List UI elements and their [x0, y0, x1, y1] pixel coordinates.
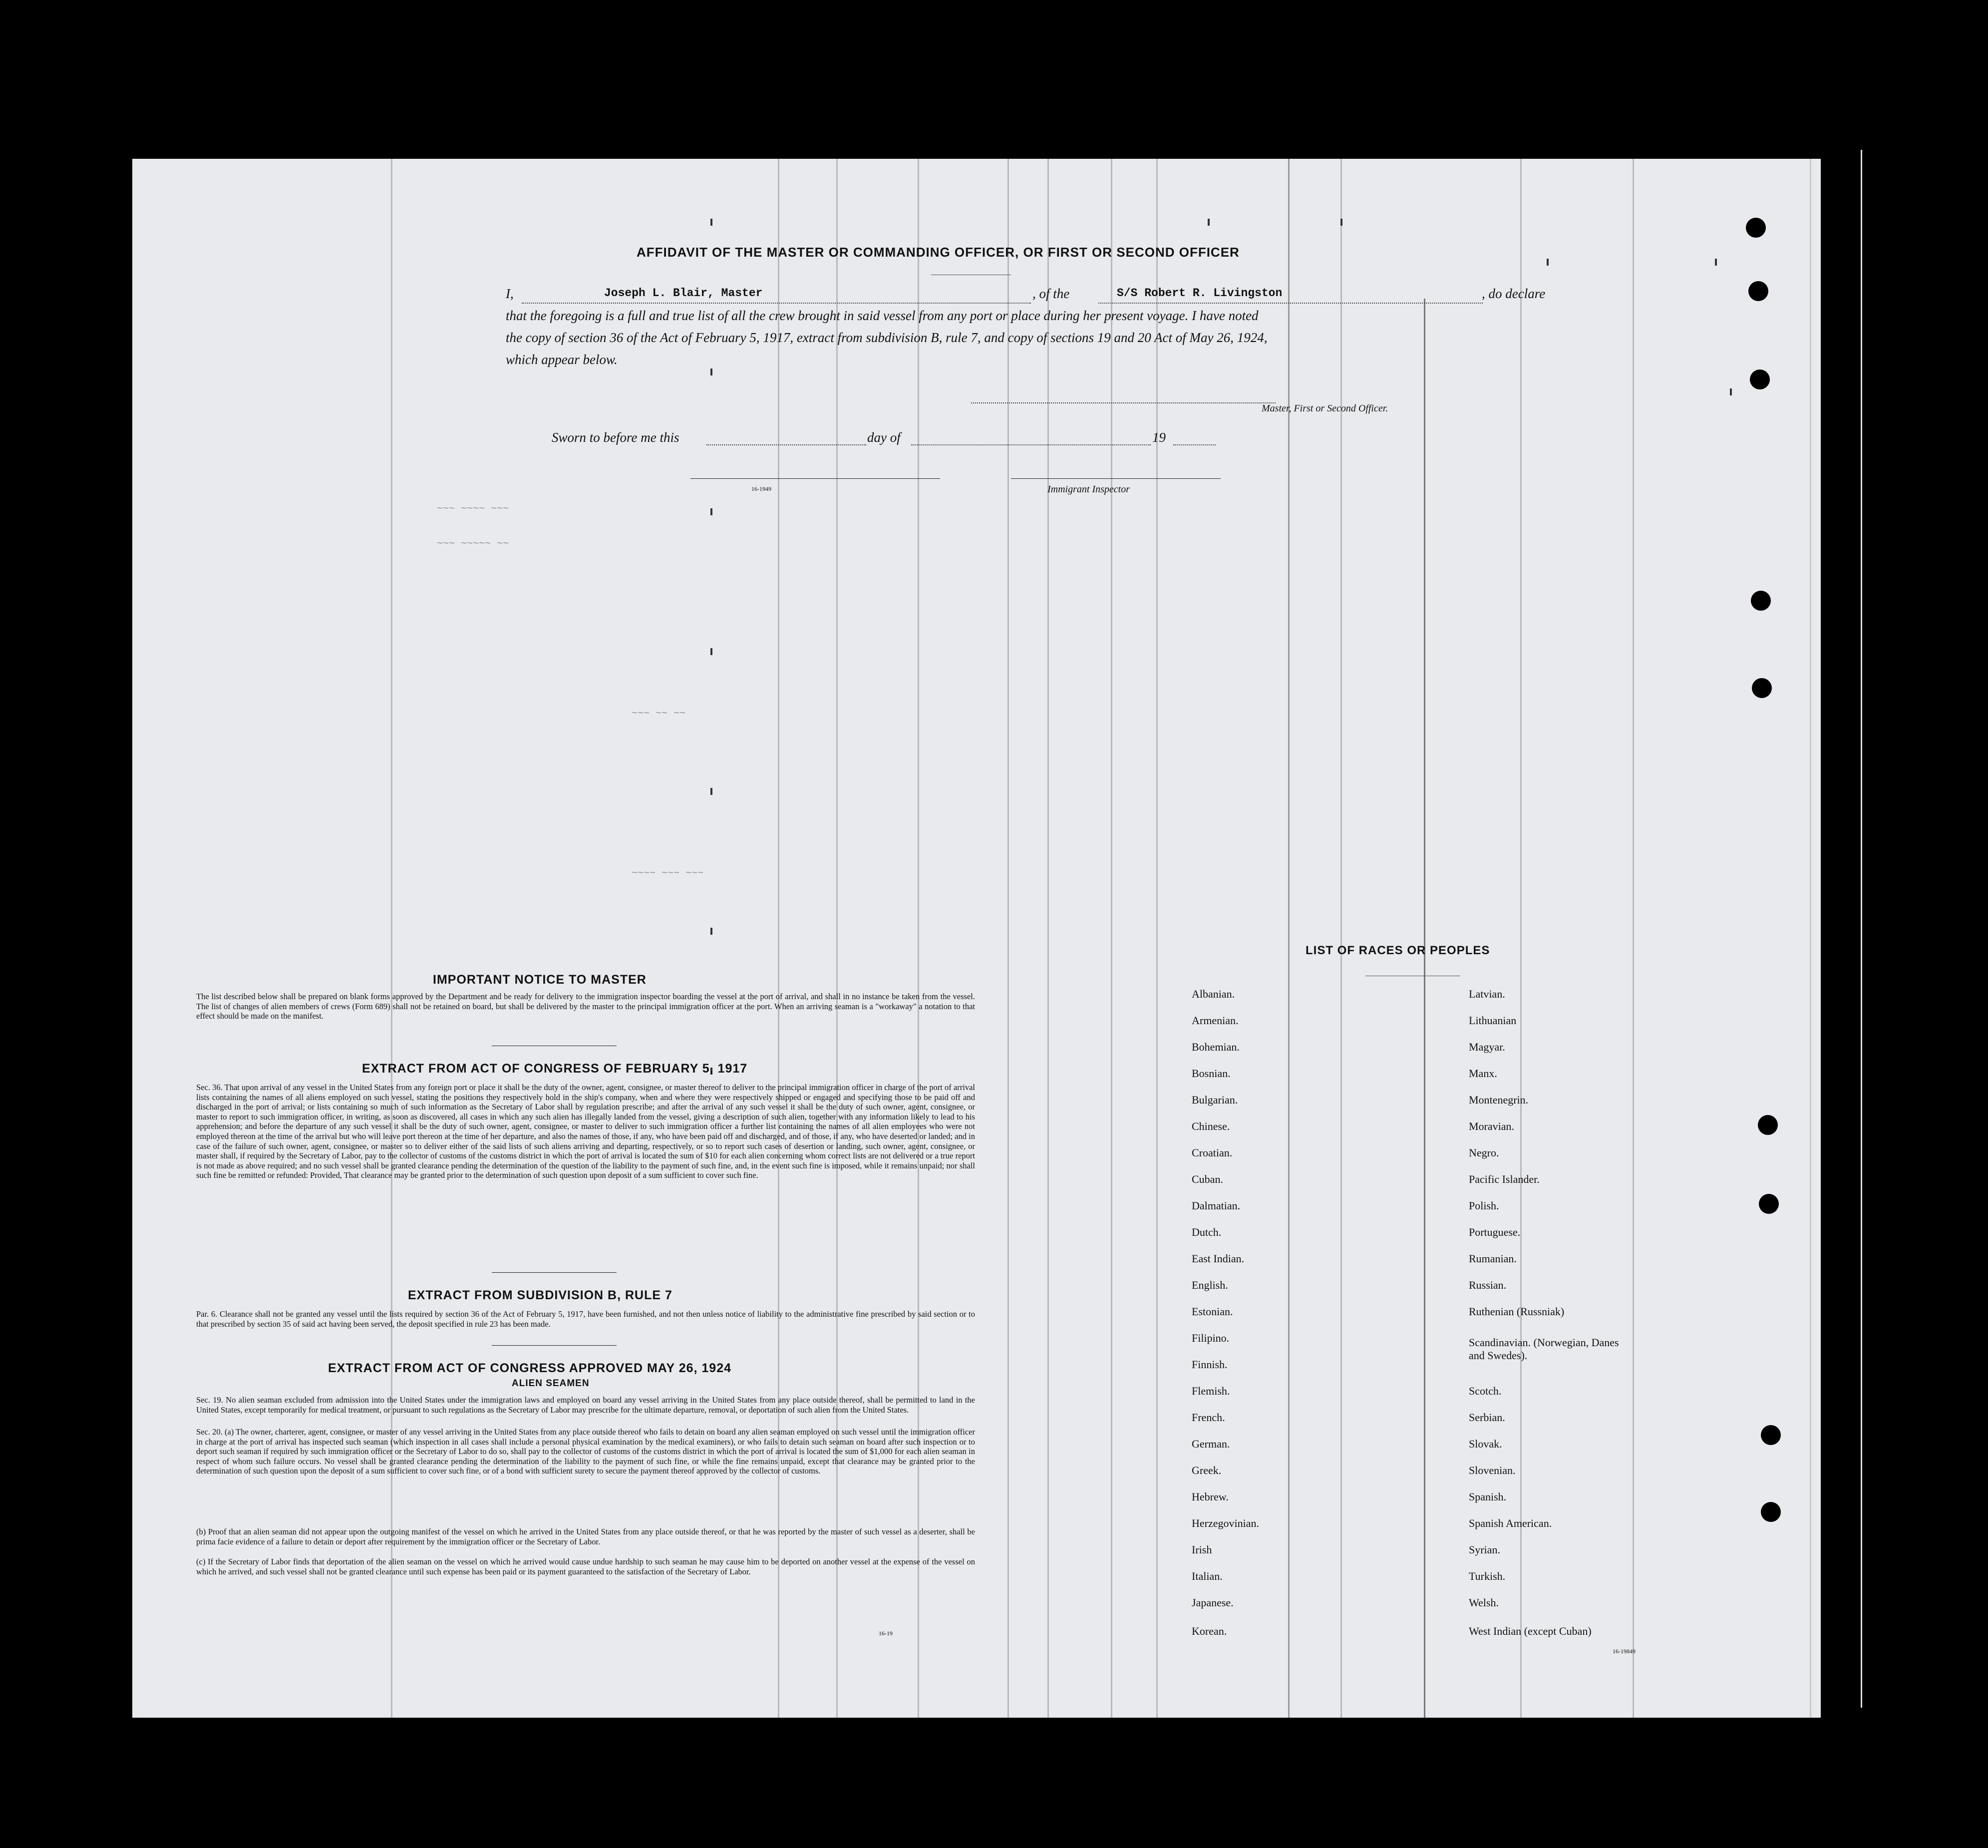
race-right-10: Portuguese. [1469, 1226, 1521, 1238]
bleed-text: ~~~~ ~~~ ~~~ [632, 868, 704, 879]
race-left-6: Chinese. [1192, 1120, 1230, 1132]
bleed-mark [1715, 259, 1717, 266]
race-left-11: East Indian. [1192, 1252, 1245, 1265]
bleed-mark [710, 648, 712, 655]
bleed-text: ~~~ ~~~~~ ~~ [437, 538, 509, 550]
bleed-text: ~~~ ~~ ~~ [632, 708, 686, 720]
declaration-line-3: the copy of section 36 of the Act of February 5, 1917, extract from subdivision B, rule 7, and copy of sections 19 and 20 Act of May 26, 1924, [506, 330, 1268, 345]
race-right-16: Serbian. [1469, 1411, 1505, 1424]
bleed-column-line [1633, 159, 1634, 1718]
race-left-10: Dutch. [1192, 1226, 1222, 1238]
race-left-16: Flemish. [1192, 1385, 1230, 1397]
punch-hole [1750, 370, 1770, 389]
race-left-5: Bulgarian. [1192, 1094, 1238, 1106]
race-right-3: Magyar. [1469, 1041, 1505, 1053]
extract-1924-sec19: Sec. 19. No alien seaman excluded from admission into the United States under the immigration laws and employed on board any vessel arriving in the United States from any place outside thereof, shall be permitted to land in the United States, except temporarily for medical treatment, or pursuant to such regulations as the Secretary of Labor may prescribe for the ultimate departure, removal, or deportation of such alien from the United States. [196, 1395, 975, 1415]
race-right-2: Lithuanian [1469, 1014, 1517, 1027]
do-declare-text: , do declare [1482, 286, 1546, 301]
race-left-3: Bohemian. [1192, 1041, 1240, 1053]
signature-line [971, 402, 1276, 403]
vessel-name: S/S Robert R. Livingston [1117, 287, 1283, 300]
edge-line [1861, 150, 1862, 1708]
bleed-column-line [1810, 159, 1811, 1718]
race-right-18: Slovenian. [1469, 1464, 1516, 1477]
bleed-column-line [836, 159, 838, 1718]
punch-hole [1758, 1115, 1778, 1135]
inspector-stamp-line [690, 478, 940, 479]
bleed-column-line [1047, 159, 1049, 1718]
extract-1924-sec20b: (b) Proof that an alien seaman did not appear upon the outgoing manifest of the vessel on which he arrived in the United States from any place outside thereof, or that he was reported by the master of such vessel as a deserter, shall be prima facie evidence of a failure to detain or deport after requirement by the immigration officer or the Secretary of Labor. [196, 1527, 975, 1546]
race-left-17: French. [1192, 1411, 1225, 1424]
bleed-column-line [1111, 159, 1112, 1718]
bleed-mark [710, 369, 712, 375]
inspector-signature-line [1011, 478, 1221, 479]
bleed-column-line [1340, 159, 1342, 1718]
vessel-blank-line [1098, 303, 1483, 304]
bleed-column-line [1288, 159, 1290, 1718]
extract-1924-sec20c: (c) If the Secretary of Labor finds that deportation of the alien seaman on the vessel on which he arrived would cause undue hardship to such seaman he may cause him to be deported on another vessel at the expense of the vessel on which he arrived, and such vessel shall not be granted clearance until such expense has been paid or its payment guaranteed to the satisfaction of the Secretary of Labor. [196, 1557, 975, 1576]
bleed-mark [710, 788, 712, 795]
extract-1917-heading: EXTRACT FROM ACT OF CONGRESS OF FEBRUARY 5, 1917 [362, 1062, 748, 1076]
punch-hole [1761, 1502, 1781, 1522]
bleed-mark [710, 928, 712, 935]
bleed-mark [710, 508, 712, 515]
race-right-17: Slovak. [1469, 1438, 1502, 1450]
notice-text: The list described below shall be prepared on blank forms approved by the Department and be ready for delivery to the immigration inspector boarding the vessel at the port of arrival, and shall in no instance be taken from the vessel. The list of changes of alien members of crews (Form 689) shall not be retained on board, but shall be delivered by the master to the principal immigration officer at the port. When an arriving seaman is a "workaway" a notation to that effect should be made on the manifest. [196, 992, 975, 1021]
punch-hole [1761, 1425, 1781, 1445]
race-right-6: Moravian. [1469, 1120, 1515, 1132]
race-left-8: Cuban. [1192, 1173, 1223, 1185]
race-right-24: West Indian (except Cuban) [1469, 1625, 1592, 1637]
bleed-column-line [918, 159, 919, 1718]
race-left-24: Japanese. [1192, 1596, 1234, 1609]
race-right-7: Negro. [1469, 1146, 1499, 1159]
punch-hole [1746, 218, 1766, 238]
extract-1924-heading: EXTRACT FROM ACT OF CONGRESS APPROVED MAY 26, 1924 [328, 1361, 732, 1375]
extract-1917-text: Sec. 36. That upon arrival of any vessel in the United States from any foreign port or place it shall be the duty of the owner, agent, consignee, or master thereof to deliver to the principal immigration officer in charge of the port of arrival lists containing the names of all aliens employed on such vessel, stating the positions they respectively hold in the ship's company, when and where they were respectively shipped or engaged and specifying those to be paid off and discharged in the port of arrival; or lists containing so much of such information as the Secretary of Labor shall by regulation prescribe; and after the arrival of any such vessel it shall be the duty of such owner, agent, consignee, or master to report to such immigration officer, in writing, as soon as discovered, all cases in which any such alien has illegally landed from the vessel, giving a description of such alien, together with any information likely to lead to his apprehension; and before the departure of any such vessel it shall be the duty of such owner, agent, consignee, or master to deliver to such immigration officer a further list containing the names of all alien employees who were not employed thereon at the time of the arrival but who will leave port thereon at the time of her departure, and also the names of those, if any, who have been paid off and discharged, and of those, if any, who have deserted or landed; and in case of the failure of such owner, agent, consignee, or master so to deliver either of the said lists of such aliens arriving and departing, respectively, or so to report such cases of desertion or landing, such owner, agent, consignee, or master shall, if required by the Secretary of Labor, pay to the collector of customs of the customs district in which the port of arrival is located the sum of $10 for each alien concerning whom correct lists are not delivered or a true report is not made as above required; and no such vessel shall be granted clearance pending the determination of the question of the liability to the payment of such fine, and, in the event such fine is imposed, while it remains unpaid; nor shall such fine be remitted or refunded: Provided, That clearance may be granted prior to the determination of such question upon deposit of a sum sufficient to cover such fine. [196, 1083, 975, 1180]
affidavit-form-number: 16-1949 [751, 485, 771, 492]
race-left-20: Hebrew. [1192, 1490, 1229, 1503]
of-the-text: , of the [1032, 286, 1070, 301]
race-left-14: Filipino. [1192, 1332, 1230, 1344]
race-right-9: Polish. [1469, 1199, 1499, 1212]
bleed-column-line [1156, 159, 1158, 1718]
race-right-11: Rumanian. [1469, 1252, 1517, 1265]
race-left-18: German. [1192, 1438, 1230, 1450]
race-left-9: Dalmatian. [1192, 1199, 1241, 1212]
extract-form-number: 16-19 [879, 1630, 893, 1637]
race-left-15: Finnish. [1192, 1358, 1228, 1371]
bleed-mark [710, 219, 712, 226]
race-right-19: Spanish. [1469, 1490, 1507, 1503]
race-left-19: Greek. [1192, 1464, 1222, 1477]
extract-rule7-text: Par. 6. Clearance shall not be granted any vessel until the lists required by section 36 of the Act of February 5, 1917, have been furnished, and not then unless notice of liability to the administrative fine prescribed by said section or to that prescribed by section 35 of said act having been served, the deposit specified in rule 23 has been made. [196, 1309, 975, 1329]
punch-hole [1752, 678, 1772, 698]
extract-1924-sec20a: Sec. 20. (a) The owner, charterer, agent, consignee, or master of any vessel arriving in the United States from any place outside thereof who fails to detain on board any alien seaman employed on such vessel until the immigration officer in charge at the port of arrival has inspected such seaman (which inspection in all cases shall include a personal physical examination by the medical examiners), or who fails to detain such seaman on board after such inspection or to deport such seaman if required by such immigration officer or the Secretary of Labor to do so, shall pay to the collector of customs of the customs district in which the port of arrival is located the sum of $1,000 for each alien seaman in respect of whom such failure occurs. No vessel shall be granted clearance pending the determination of the liability to the payment of such fine, or while the fine remains unpaid, except that clearance may be granted prior to the determination of such question upon the deposit of a sum sufficient to cover such fine, or of a bond with sufficient surety to secure the payment thereof approved by the collector of customs. [196, 1427, 975, 1476]
bleed-column-line [1424, 299, 1425, 1718]
bleed-mark [1340, 219, 1342, 226]
bleed-mark [1547, 259, 1549, 266]
races-form-number: 16-19849 [1613, 1648, 1636, 1655]
race-right-5: Montenegrin. [1469, 1094, 1529, 1106]
bleed-mark [1208, 219, 1210, 226]
signature-caption: Master, First or Second Officer. [1262, 403, 1388, 414]
race-left-7: Croatian. [1192, 1146, 1233, 1159]
bleed-column-line [778, 159, 779, 1718]
race-left-21: Herzegovinian. [1192, 1517, 1259, 1529]
race-right-23: Welsh. [1469, 1596, 1499, 1609]
race-left-4: Bosnian. [1192, 1067, 1231, 1080]
sworn-day-line [706, 444, 866, 445]
bleed-text: ~~~ ~~~~ ~~~ [437, 503, 509, 515]
year-text: 19 [1152, 430, 1166, 445]
race-left-25: Korean. [1192, 1625, 1227, 1637]
punch-hole [1751, 591, 1771, 611]
punch-hole [1759, 1194, 1779, 1214]
section-divider [492, 1345, 617, 1346]
bleed-column-line [391, 159, 392, 1718]
race-right-13: Ruthenian (Russniak) [1469, 1305, 1565, 1318]
race-left-23: Italian. [1192, 1570, 1223, 1582]
race-left-1: Albanian. [1192, 988, 1235, 1000]
declaration-line-2: that the foregoing is a full and true list of all the crew brought in said vessel from any port or place during her present voyage. I have noted [506, 308, 1259, 323]
race-right-22: Turkish. [1469, 1570, 1506, 1582]
alien-seamen-subheading: ALIEN SEAMEN [512, 1378, 590, 1389]
race-left-12: English. [1192, 1279, 1228, 1291]
year-line [1173, 444, 1216, 445]
manifest-back-page [132, 159, 1821, 1718]
race-right-15: Scotch. [1469, 1385, 1502, 1397]
extract-rule7-heading: EXTRACT FROM SUBDIVISION B, RULE 7 [408, 1288, 672, 1302]
race-right-8: Pacific Islander. [1469, 1173, 1540, 1185]
race-left-13: Estonian. [1192, 1305, 1233, 1318]
affidavit-title: AFFIDAVIT OF THE MASTER OR COMMANDING OFFICER, OR FIRST OR SECOND OFFICER [637, 245, 1240, 260]
race-left-2: Armenian. [1192, 1014, 1239, 1027]
name-blank-line [522, 303, 1031, 304]
punch-hole [1748, 281, 1768, 301]
notice-heading: IMPORTANT NOTICE TO MASTER [433, 973, 647, 987]
master-name: Joseph L. Blair, Master [604, 287, 763, 300]
race-right-20: Spanish American. [1469, 1517, 1552, 1529]
race-right-12: Russian. [1469, 1279, 1507, 1291]
bleed-mark [1730, 388, 1732, 395]
race-right-14: Scandinavian. (Norwegian, Danes and Swedes). [1469, 1336, 1619, 1362]
declaration-line-4: which appear below. [506, 352, 618, 367]
race-right-1: Latvian. [1469, 988, 1505, 1000]
race-left-22: Irish [1192, 1543, 1212, 1556]
month-line [911, 444, 1151, 445]
race-right-21: Syrian. [1469, 1543, 1500, 1556]
day-of-text: day of [867, 430, 901, 445]
affidavit-pronoun: I, [506, 286, 514, 301]
sworn-text: Sworn to before me this [552, 430, 679, 445]
section-divider [492, 1272, 617, 1273]
race-right-4: Manx. [1469, 1067, 1497, 1080]
bleed-column-line [1007, 159, 1009, 1718]
bleed-column-line [1520, 159, 1522, 1718]
races-heading: LIST OF RACES OR PEOPLES [1306, 944, 1490, 957]
inspector-caption: Immigrant Inspector [1047, 484, 1130, 495]
